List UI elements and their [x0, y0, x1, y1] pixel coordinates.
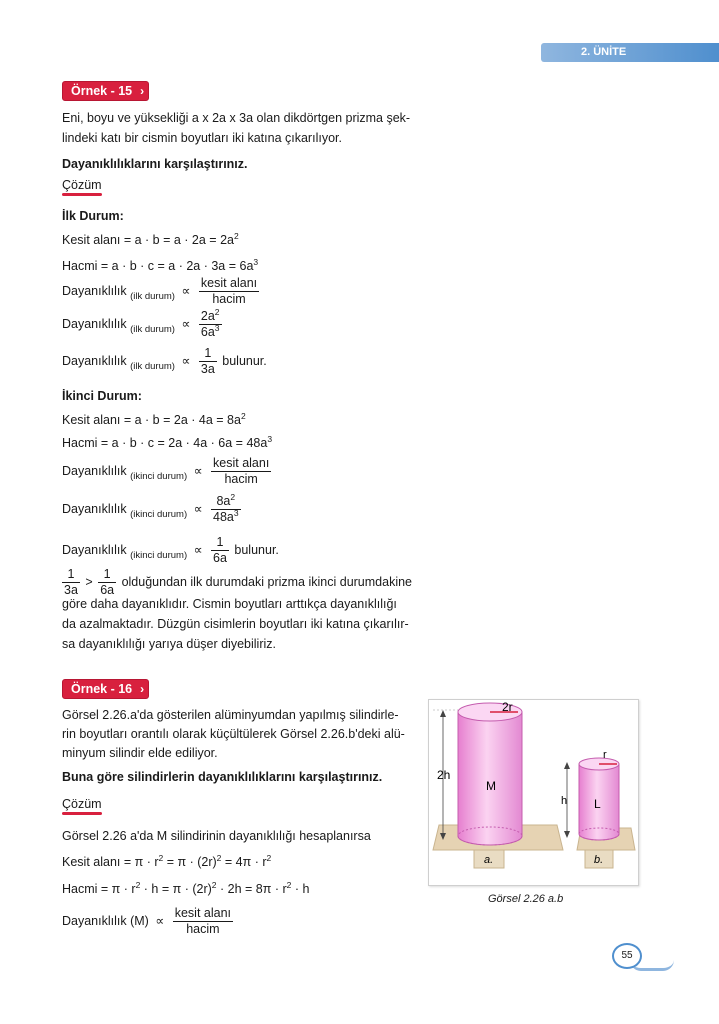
equation	[62, 410, 246, 427]
greater-than-symbol: >	[85, 574, 93, 589]
solution-underline	[62, 193, 102, 196]
exponent: 2	[216, 852, 222, 863]
numerator: 1	[211, 535, 229, 551]
equation-text: Dayanıklılık (M)	[62, 913, 149, 928]
numerator-text: 2a	[200, 309, 215, 323]
fraction	[199, 306, 222, 340]
equation-text: Dayanıklılık	[62, 316, 127, 331]
arrow-up-icon	[440, 710, 446, 717]
equation	[62, 346, 267, 377]
numerator: kesit alanı	[174, 906, 232, 920]
chevron-right-icon: ›	[140, 682, 145, 696]
denominator: hacim	[186, 922, 220, 936]
numerator: kesit alanı	[200, 276, 258, 290]
equation	[62, 906, 235, 937]
equation	[62, 491, 243, 525]
denominator	[211, 507, 241, 525]
example-15-badge	[62, 81, 149, 101]
subscript: (ikinci durum)	[130, 549, 188, 561]
fraction	[211, 491, 241, 525]
case-title: İlk Durum:	[62, 209, 124, 223]
numerator: 1	[199, 346, 217, 362]
equation-text: Kesit alanı = a · b = a · 2a = 2a	[62, 233, 234, 247]
conclusion-line: da azalmaktadır. Düzgün cisimlerin boyutları iki katına çıkarılır-	[62, 617, 409, 631]
problem-text: rin boyutları orantılı olarak küçültülerek Görsel 2.26.b'deki alü-	[62, 727, 405, 741]
numerator: 1	[98, 567, 116, 583]
exponent: 3	[214, 322, 220, 333]
equation-text: Hacmi = a · b · c = 2a · 4a · 6a = 48a	[62, 436, 268, 450]
subscript: (ilk durum)	[130, 323, 175, 335]
denominator: 6a	[100, 583, 115, 597]
denominator-text: 6a	[200, 325, 215, 339]
case-title: İkinci Durum:	[62, 389, 142, 403]
exponent: 3	[267, 433, 273, 444]
equation-text: = 4π · r	[221, 855, 267, 869]
subscript: (ikinci durum)	[130, 470, 188, 482]
exponent: 2	[286, 879, 292, 890]
solution-label: Çözüm	[62, 797, 102, 811]
equation-text: Dayanıklılık	[62, 501, 127, 516]
equation	[62, 852, 272, 869]
equation	[62, 230, 239, 247]
denominator: 3a	[64, 583, 78, 597]
equation	[62, 433, 273, 450]
conclusion-text	[62, 567, 412, 598]
equation-text: Dayanıklılık	[62, 542, 127, 557]
fraction	[211, 535, 229, 566]
equation-text: Kesit alanı = a · b = 2a · 4a = 8a	[62, 413, 241, 427]
fraction	[211, 456, 271, 487]
equation-text: bulunur.	[222, 353, 267, 368]
label-M: M	[486, 779, 496, 793]
equation-text: Kesit alanı = π · r	[62, 855, 159, 869]
chevron-right-icon: ›	[140, 84, 145, 98]
equation-text: = π · (2r)	[163, 855, 217, 869]
question-text: Buna göre silindirlerin dayanıklılıklarını karşılaştırınız.	[62, 770, 383, 784]
proportional-symbol: ∝	[181, 316, 191, 331]
numerator: 1	[62, 567, 80, 583]
solution-underline	[62, 812, 102, 815]
fraction	[199, 276, 259, 307]
exponent: 2	[211, 879, 217, 890]
question-text: Dayanıklılıklarını karşılaştırınız.	[62, 157, 248, 171]
cylinder-illustration	[429, 700, 638, 885]
denominator: hacim	[212, 292, 246, 306]
label-a: a.	[484, 854, 494, 866]
equation	[62, 306, 224, 340]
denominator: 3a	[200, 362, 215, 376]
equation	[62, 456, 273, 487]
exponent: 2	[158, 852, 164, 863]
label-r: r	[603, 749, 607, 761]
unit-banner: 2. ÜNİTE	[541, 43, 719, 62]
fraction	[62, 567, 80, 598]
proportional-symbol: ∝	[193, 501, 203, 516]
fraction	[173, 906, 233, 937]
denominator-text: 48a	[213, 510, 234, 524]
solution-heading	[62, 797, 102, 815]
equation	[62, 535, 279, 566]
exponent: 2	[266, 852, 272, 863]
figure-caption: Görsel 2.26 a.b	[488, 893, 564, 905]
proportional-symbol: ∝	[155, 913, 165, 928]
exponent: 3	[253, 256, 259, 267]
equation-text: Hacmi = π · r	[62, 882, 136, 896]
cylinder-figure	[428, 699, 639, 886]
proportional-symbol: ∝	[193, 542, 203, 557]
solution-label: Çözüm	[62, 178, 102, 192]
label-b: b.	[594, 854, 604, 866]
label-2r: 2r	[502, 700, 513, 714]
subscript: (ilk durum)	[130, 290, 175, 302]
denominator: 6a	[213, 551, 227, 565]
conclusion-line: olduğundan ilk durumdaki prizma ikinci durumdakine	[121, 574, 413, 589]
exponent: 2	[214, 306, 220, 317]
equation-text: Dayanıklılık	[62, 283, 127, 298]
equation-text: · h	[291, 882, 310, 896]
conclusion-line: sa dayanıklılığı yarıya düşer diyebiliriz.	[62, 637, 276, 651]
label-2h: 2h	[437, 768, 451, 782]
equation	[62, 276, 261, 307]
proportional-symbol: ∝	[181, 283, 191, 298]
proportional-symbol: ∝	[181, 353, 191, 368]
equation	[62, 879, 310, 896]
label-L: L	[594, 797, 601, 811]
example-16-badge	[62, 679, 149, 699]
problem-text: Eni, boyu ve yüksekliği a x 2a x 3a olan dikdörtgen prizma şek-	[62, 111, 411, 125]
exponent: 2	[234, 230, 239, 241]
equation-text: Hacmi = a · b · c = a · 2a · 3a = 6a	[62, 259, 254, 273]
equation-text: bulunur.	[234, 542, 279, 557]
denominator: hacim	[224, 472, 258, 486]
subscript: (ilk durum)	[130, 360, 175, 372]
problem-text: lindeki katı bir cismin boyutları iki katına çıkarılıyor.	[62, 131, 342, 145]
exponent: 2	[230, 491, 236, 502]
subscript: (ikinci durum)	[130, 508, 188, 520]
numerator-text: 8a	[216, 494, 231, 508]
page-number: 55	[612, 943, 642, 969]
label-h: h	[561, 795, 568, 807]
numerator: kesit alanı	[213, 456, 270, 470]
example-16-label: Örnek - 16	[71, 682, 133, 696]
solution-heading	[62, 178, 102, 196]
denominator	[199, 322, 222, 340]
equation-text: · h = π · (2r)	[140, 882, 212, 896]
equation-text: Dayanıklılık	[62, 463, 127, 478]
equation-text: · 2h = 8π · r	[216, 882, 287, 896]
conclusion-line: göre daha dayanıklıdır. Cismin boyutları arttıkça dayanıklılığı	[62, 597, 397, 611]
proportional-symbol: ∝	[193, 463, 203, 478]
arrow-down-icon	[564, 831, 570, 838]
example-15-label: Örnek - 15	[71, 84, 133, 98]
fraction	[199, 346, 217, 377]
equation-text: Dayanıklılık	[62, 353, 127, 368]
step-text: Görsel 2.26 a'da M silindirinin dayanıklılığı hesaplanırsa	[62, 829, 371, 843]
problem-text: minyum silindir elde ediliyor.	[62, 746, 218, 760]
exponent: 2	[135, 879, 141, 890]
fraction	[98, 567, 116, 598]
arrow-up-icon	[564, 762, 570, 769]
exponent: 2	[240, 410, 246, 421]
exponent: 3	[233, 507, 239, 518]
equation	[62, 256, 259, 273]
problem-text: Görsel 2.26.a'da gösterilen alüminyumdan yapılmış silindirle-	[62, 708, 399, 722]
